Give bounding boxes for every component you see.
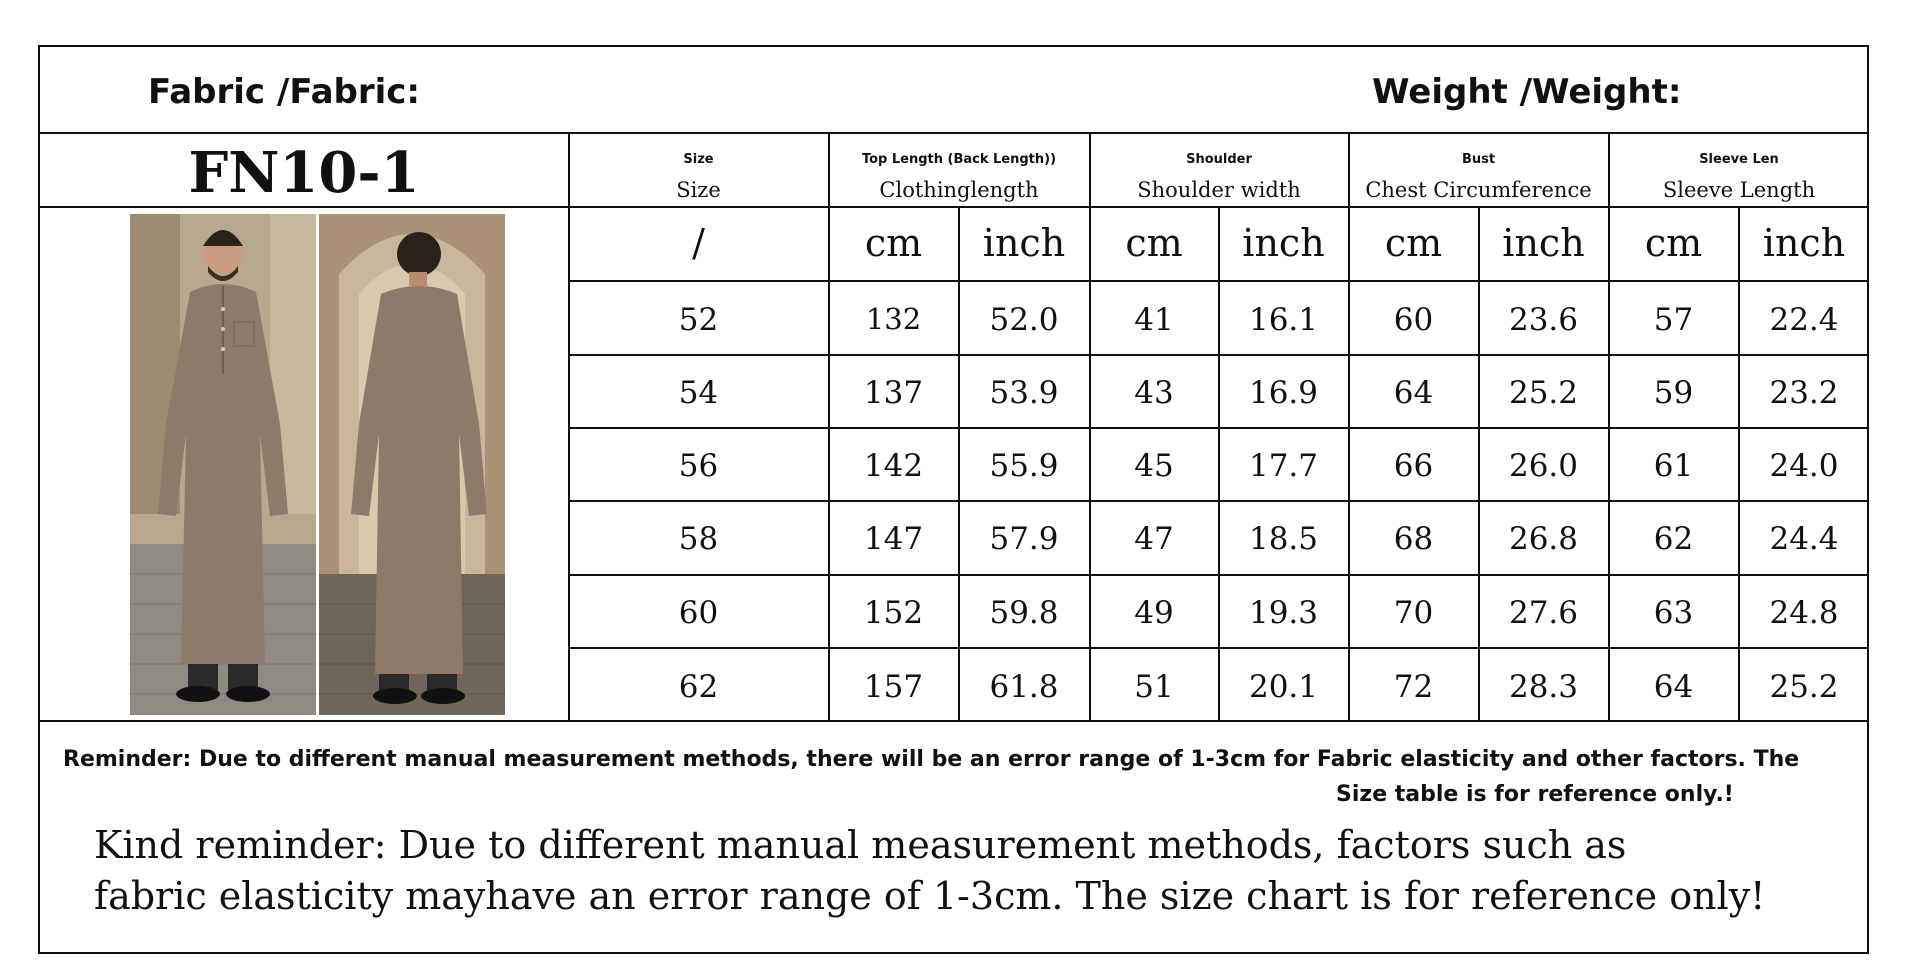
rule-header-bottom — [38, 132, 1869, 134]
measurement-cell: 27.6 — [1508, 595, 1579, 631]
measurement-cell: 57.9 — [989, 521, 1059, 557]
measurement-cell: 59.8 — [989, 595, 1059, 631]
measurement-cell: 19.3 — [1248, 595, 1319, 631]
measurement-cell: 68 — [1393, 521, 1434, 557]
measurement-cell: 137 — [863, 375, 924, 411]
measurement-cell: 53.9 — [989, 375, 1059, 411]
column-header-small: Top Length (Back Length)) — [861, 152, 1057, 167]
column-header-small: Shoulder — [1186, 152, 1252, 167]
measurement-cell: 61.8 — [989, 669, 1059, 705]
measurement-cell: 41 — [1134, 302, 1174, 338]
measurement-cell: 24.8 — [1769, 595, 1839, 631]
measurement-cell: 51 — [1134, 669, 1174, 705]
measurement-cell: 132 — [865, 302, 922, 336]
measurement-cell: 55.9 — [989, 448, 1059, 484]
rule-colhead-bottom — [38, 206, 1869, 208]
measurement-cell: 16.9 — [1248, 375, 1319, 411]
size-cell: 60 — [678, 595, 719, 631]
reminder-line-1: Reminder: Due to different manual measurement methods, there will be an error range of 1-3cm for Fabric elasticity and other factors. The — [63, 747, 1800, 772]
measurement-cell: 157 — [863, 669, 924, 705]
model-back-image — [319, 214, 505, 715]
measurement-cell: 26.8 — [1508, 521, 1579, 557]
measurement-cell: 52.0 — [989, 302, 1059, 338]
measurement-cell: 70 — [1393, 595, 1434, 631]
unit-label: / — [692, 221, 705, 265]
measurement-cell: 28.3 — [1508, 669, 1579, 705]
column-header-small: Bust — [1461, 152, 1496, 167]
measurement-cell: 49 — [1134, 595, 1174, 631]
measurement-cell: 47 — [1134, 521, 1174, 557]
measurement-cell: 25.2 — [1769, 669, 1839, 705]
column-header: Chest Circumference — [1365, 178, 1592, 202]
measurement-cell: 63 — [1653, 595, 1694, 631]
unit-label: cm — [1384, 221, 1443, 265]
measurement-cell: 23.6 — [1508, 302, 1579, 338]
measurement-cell: 25.2 — [1508, 375, 1579, 411]
measurement-cell: 16.1 — [1248, 302, 1319, 338]
measurement-cell: 147 — [863, 521, 924, 557]
measurement-cell: 22.4 — [1769, 302, 1839, 338]
unit-label: inch — [1502, 221, 1585, 265]
kind-reminder-line-2: fabric elasticity mayhave an error range of 1-3cm. The size chart is for reference only! — [94, 874, 1766, 918]
measurement-cell: 61 — [1653, 448, 1694, 484]
measurement-cell: 43 — [1134, 375, 1174, 411]
measurement-cell: 18.5 — [1248, 521, 1319, 557]
measurement-cell: 45 — [1134, 448, 1174, 484]
column-header: Size — [676, 178, 721, 202]
measurement-cell: 64 — [1393, 375, 1434, 411]
size-cell: 54 — [678, 375, 719, 411]
unit-label: cm — [1644, 221, 1703, 265]
measurement-cell: 66 — [1393, 448, 1434, 484]
column-header-small: Size — [683, 152, 714, 167]
measurement-cell: 17.7 — [1248, 448, 1319, 484]
unit-label: inch — [1762, 221, 1846, 265]
measurement-cell: 152 — [863, 595, 924, 631]
size-cell: 56 — [678, 448, 719, 484]
fabric-label: Fabric /Fabric: — [148, 72, 421, 112]
measurement-cell: 26.0 — [1508, 448, 1579, 484]
measurement-cell: 20.1 — [1248, 669, 1319, 705]
measurement-cell: 62 — [1653, 521, 1694, 557]
unit-label: inch — [982, 221, 1066, 265]
column-header: Clothinglength — [879, 178, 1039, 202]
size-cell: 58 — [678, 521, 719, 557]
measurement-cell: 57 — [1653, 302, 1694, 338]
model-front-image — [130, 214, 316, 715]
measurement-cell: 24.0 — [1769, 448, 1839, 484]
unit-label: cm — [1125, 221, 1183, 265]
column-header: Shoulder width — [1137, 178, 1301, 202]
measurement-cell: 142 — [863, 448, 924, 484]
column-header-small: Sleeve Len — [1699, 152, 1779, 167]
measurement-cell: 60 — [1393, 302, 1434, 338]
measurement-cell: 64 — [1653, 669, 1694, 705]
product-code: FN10-1 — [188, 140, 420, 206]
measurement-cell: 59 — [1653, 375, 1694, 411]
kind-reminder-line-1: Kind reminder: Due to different manual measurement methods, factors such as — [94, 823, 1627, 867]
unit-label: inch — [1242, 221, 1325, 265]
reminder-line-2: Size table is for reference only.! — [1336, 782, 1734, 807]
weight-label: Weight /Weight: — [1372, 72, 1682, 112]
unit-label: cm — [864, 221, 923, 265]
measurement-cell: 24.4 — [1769, 521, 1839, 557]
measurement-cell: 23.2 — [1769, 375, 1839, 411]
size-cell: 62 — [678, 669, 719, 705]
size-cell: 52 — [678, 302, 719, 338]
column-header: Sleeve Length — [1662, 178, 1816, 202]
measurement-cell: 72 — [1393, 669, 1434, 705]
rule-table-bottom — [38, 720, 1869, 722]
